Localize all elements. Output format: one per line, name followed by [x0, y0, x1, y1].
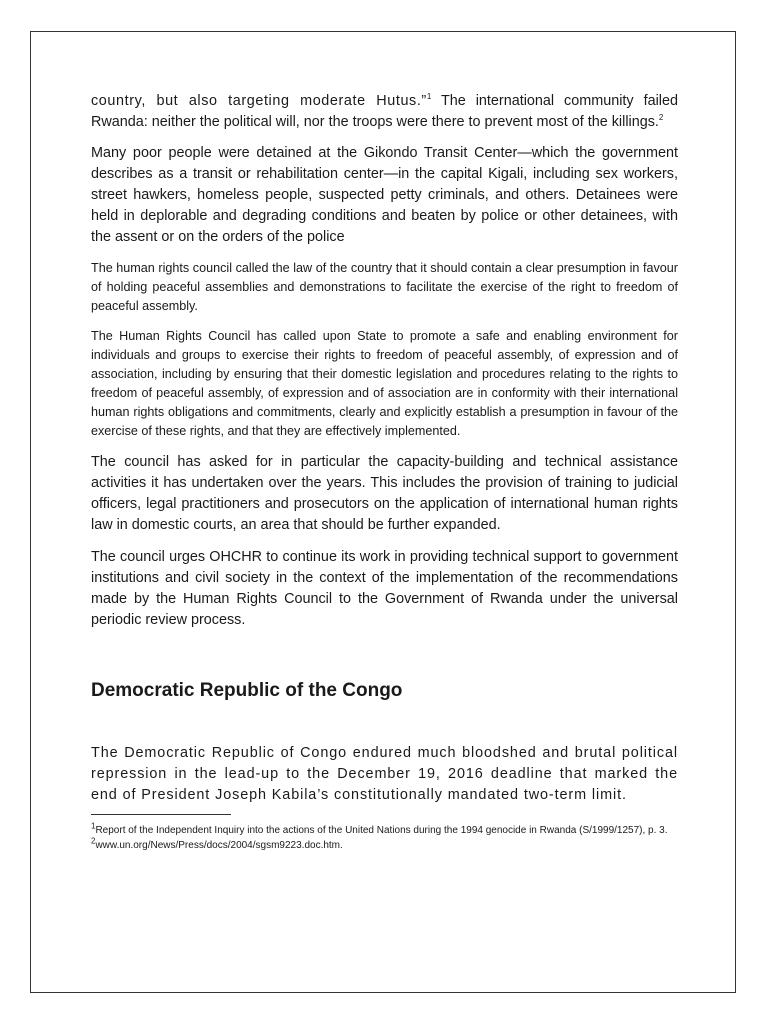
- paragraph-text: The international community failed Rwanda: neither the political will, nor the troops were there to prevent most of the killings.: [91, 93, 678, 130]
- footnote-text: Report of the Independent Inquiry into the actions of the United Nations during the 1994 genocide in Rwanda (S/1999/1257), p. 3.: [95, 825, 668, 836]
- paragraph-capacity-building: The council has asked for in particular the capacity-building and technical assistance activities it has undertaken over the years. This includes the provision of training to judicial officers, legal practitioners and prosecutors on the application of international human rights law in domestic courts, an area that should be further expanded.: [91, 454, 678, 533]
- footnote-number: 2: [91, 836, 96, 846]
- paragraph-ohchr: The council urges OHCHR to continue its work in providing technical support to government institutions and civil society in the context of the implementation of the recommendations made by the Human Rights Council to the Government of Rwanda under the universal periodic review process.: [91, 549, 678, 628]
- footnote-divider: [91, 814, 231, 815]
- paragraph-council-law: The human rights council called the law of the country that it should contain a clear presumption in favour of holding peaceful assemblies and demonstrations to facilitate the exercise of the right to freedom of peaceful assembly.: [91, 261, 678, 313]
- paragraph-text: country, but also targeting moderate Hutus.”: [91, 93, 427, 109]
- footnote-1: [91, 823, 678, 838]
- footnotes: [91, 823, 678, 853]
- paragraph-gikondo: Many poor people were detained at the Gikondo Transit Center—which the government describes as a transit or rehabilitation center—in the capital Kigali, including sex workers, street hawkers, homeless people, suspected petty criminals, and others. Detainees were held in deplorable and degrading conditions and beaten by police or other detainees, with the assent or on the orders of the police: [91, 145, 678, 245]
- paragraph-drc: The Democratic Republic of Congo endured much bloodshed and brutal political repression in the lead-up to the December 19, 2016 deadline that marked the end of President Joseph Kabila’s constitutionally mandated two-term limit.: [91, 745, 678, 803]
- footnote-link[interactable]: www.un.org/News/Press/docs/2004/sgsm9223.doc.htm.: [95, 840, 343, 851]
- footnote-number: 1: [91, 821, 96, 831]
- paragraph-rwanda-intro: [91, 91, 678, 133]
- footnote-ref-1[interactable]: 1: [426, 92, 432, 102]
- section-heading: Democratic Republic of the Congo: [91, 680, 403, 701]
- footnote-ref-2[interactable]: 2: [658, 113, 664, 123]
- document-body: [91, 91, 678, 853]
- footnote-2: [91, 838, 678, 853]
- paragraph-council-state: The Human Rights Council has called upon State to promote a safe and enabling environment for individuals and groups to exercise their rights to freedom of peaceful assembly, of expression and of association, including by ensuring that their domestic legislation and procedures relating to the rights to freedom of peaceful assembly, of expression and of association are in conformity with their international human rights obligations and commitments, clearly and explicitly establish a presumption in favour of the exercise of these rights, and that they are effectively implemented.: [91, 329, 678, 438]
